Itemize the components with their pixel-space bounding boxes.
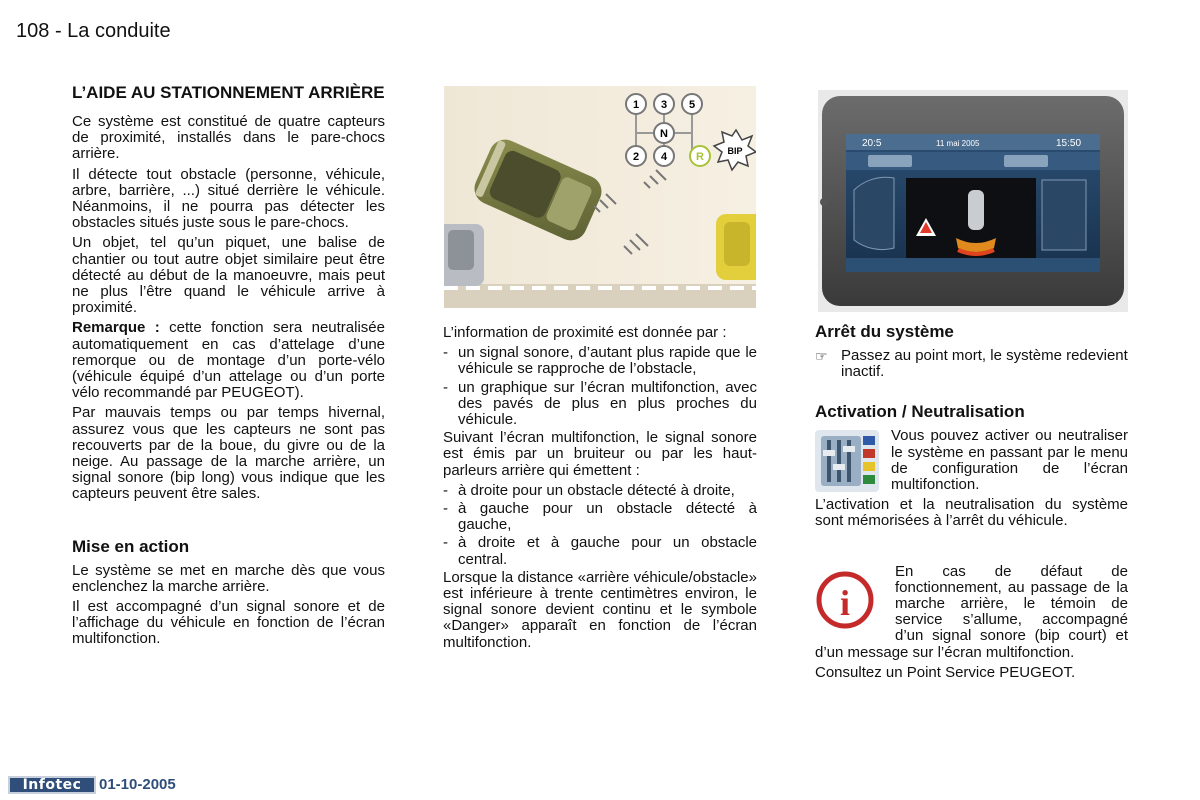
column-left [72,84,385,652]
list-item: - à gauche pour un obstacle détecté à gauche, [443,501,757,533]
multifunction-screen-illustration [818,90,1128,312]
column-right [815,322,1128,685]
list-item: - un signal sonore, d’autant plus rapide que le véhicule se rapproche de l’obstacle, [443,345,757,377]
gear-label: 5 [688,99,696,111]
page-number: 108 [16,20,50,42]
signal-list [443,345,757,428]
page-header [16,20,171,43]
gear-label: 2 [632,151,640,163]
screen-time-left: 20:5 [862,138,882,149]
instruction-text: Passez au point mort, le système redevient inactif. [841,347,1128,381]
paragraph: Consultez un Point Service PEUGEOT. [815,663,1076,681]
gear-label-reverse: R [696,151,704,163]
screen-time-right: 15:50 [1056,138,1082,149]
footer-date: 01-10-2005 [99,776,176,793]
list-item: - à droite pour un obstacle détecté à droite, [443,483,757,499]
gear-label: 3 [660,99,668,111]
gear-label: N [660,128,668,140]
speaker-list [443,483,757,568]
paragraph: Ce système est constitué de quatre capteurs de proximité, installés dans le pare-chocs arrière. [72,113,385,163]
info-glyph: i [839,582,851,623]
bip-label: BIP [727,146,743,156]
remark-text: cette fonction sera neutralisée automatiquement en cas d’attelage d’une remorque ou de montage d’un porte-vélo (véhicule équipé d’un attelage ou d’un porte vélo recommandé par PEUGEOT). [72,319,385,402]
list-item: - à droite et à gauche pour un obstacle central. [443,535,757,567]
remark-label: Remarque : [72,319,160,337]
paragraph: Lorsque la distance «arrière véhicule/obstacle» est inférieure à trente centimètres environ, le signal sonore devient continu et le symbole «Danger» apparaît en fonction de l’écran multifonction. [443,568,757,651]
default-paragraph [815,564,1128,661]
gear-label: 4 [660,151,668,163]
infotec-logo: Infotec [8,776,96,794]
settings-sliders-icon [815,430,879,492]
pointing-hand-icon: ☞ [815,348,828,364]
activation-paragraph [815,428,1128,493]
screen-date: 11 mai 2005 [936,139,980,148]
section-title: La conduite [67,20,171,42]
paragraph: Par mauvais temps ou par temps hivernal, assurez vous que les capteurs ne sont pas recouverts par de la boue, du givre ou de la neige. Au passage de la marche arrière, un signal sonore (bip long) vous indique que les capteurs peuvent être sales. [72,404,385,503]
paragraph-text: Vous pouvez activer ou neutraliser le système en passant par le menu de configuration de l’écran multifonction. [891,427,1128,494]
section-heading: Activation / Neutralisation [815,402,1025,422]
header-separator: - [54,20,62,42]
paragraph: Il détecte tout obstacle (personne, véhicule, arbre, barrière, ...) situé derrière le véhicule. Néanmoins, il ne pourra pas détecter les obstacles situés juste sous le pare-chocs. [72,165,385,232]
paragraph: L’information de proximité est donnée par : [443,324,727,341]
paragraph: Un objet, tel qu’un piquet, une balise de chantier ou tout autre objet similaire peut être détecté au début de la manoeuvre, mais peut ne plus l’être quand le véhicule arrive à proximité. [72,234,385,317]
list-item: - un graphique sur l’écran multifonction, avec des pavés de plus en plus proches du véhicule. [443,380,757,429]
paragraph-text: En cas de défaut de fonctionnement, au passage de la marche arrière, le témoin de service s’allume, accompagné d’un signal sonore (bip court) et d’un message sur l’écran multifonction. [815,562,1128,661]
paragraph: Le système se met en marche dès que vous enclenchez la marche arrière. [72,561,385,595]
main-title: L’AIDE AU STATIONNEMENT ARRIÈRE [72,83,385,102]
instruction-item [815,348,1128,380]
paragraph: L’activation et la neutralisation du système sont mémorisées à l’arrêt du véhicule. [815,496,1128,530]
info-icon [815,570,883,630]
column-middle [443,325,757,655]
paragraph: Suivant l’écran multifonction, le signal sonore est émis par un bruiteur ou par les haut-parleurs arrière qui émettent : [443,429,757,479]
section-heading: Arrêt du système [815,322,954,341]
section-heading: Mise en action [72,536,190,556]
remark-paragraph [72,320,385,401]
paragraph: Il est accompagné d’un signal sonore et de l’affichage du véhicule en fonction de l’écran multifonction. [72,598,385,648]
parked-car-right [716,214,756,280]
parked-car-left [444,224,484,286]
parking-illustration [444,86,756,308]
gear-label: 1 [632,99,640,111]
